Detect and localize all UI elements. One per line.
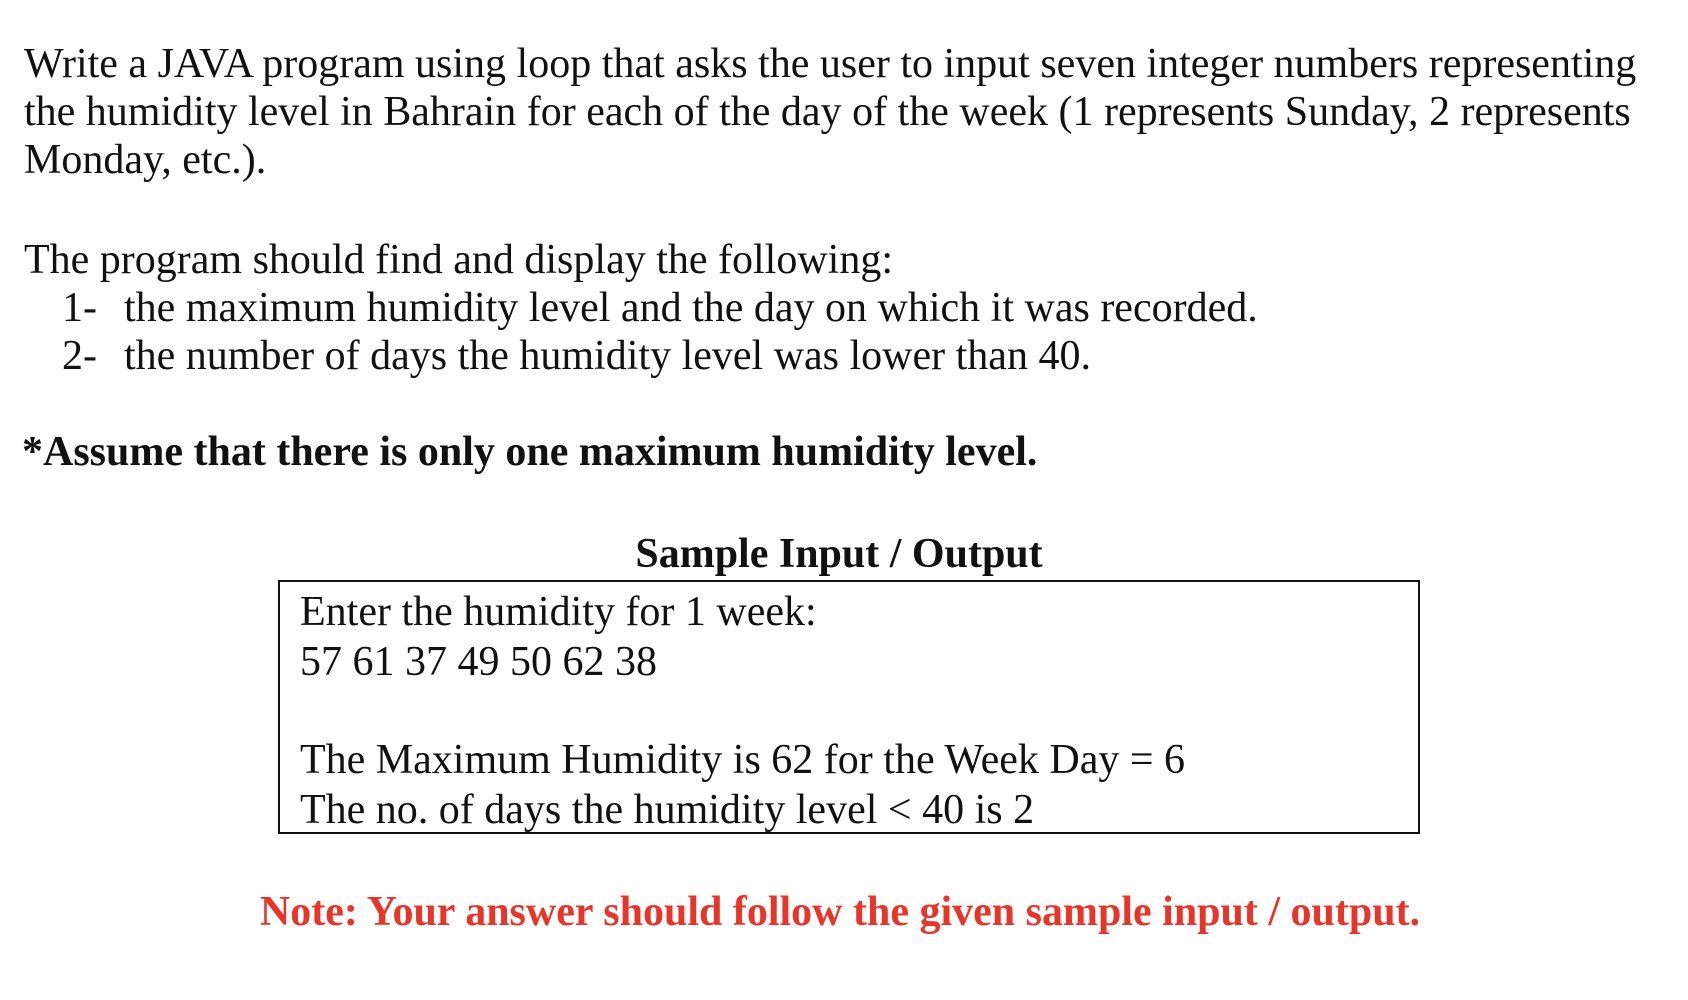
intro-line: the humidity level in Bahrain for each of the day of the week (1 represents Sunday, 2 represents <box>24 89 1631 135</box>
answer-note-text: Note: Your answer should follow the given sample input / output. <box>259 889 1421 935</box>
list-item <box>62 284 1258 332</box>
list-item-number: 2- <box>62 333 97 379</box>
requirements-lead: The program should find and display the following: <box>24 237 894 283</box>
list-item <box>62 332 1091 380</box>
intro-paragraph <box>24 40 1684 184</box>
sample-input: 57 61 37 49 50 62 38 <box>300 639 657 685</box>
intro-line: Monday, etc.). <box>24 137 267 183</box>
intro-line: Write a JAVA program using loop that asks the user to input seven integer numbers representing <box>24 41 1637 87</box>
list-item-text: the number of days the humidity level was lower than 40. <box>124 333 1091 379</box>
sample-output-max: The Maximum Humidity is 62 for the Week Day = 6 <box>300 737 1186 783</box>
sample-title <box>0 530 1688 578</box>
answer-note <box>0 888 1688 936</box>
sample-title-text: Sample Input / Output <box>635 531 1043 577</box>
assumption-note: *Assume that there is only one maximum humidity level. <box>22 429 1038 475</box>
sample-output-count: The no. of days the humidity level < 40 is 2 <box>300 787 1035 833</box>
list-item-text: the maximum humidity level and the day on which it was recorded. <box>124 285 1258 331</box>
list-item-number: 1- <box>62 285 97 331</box>
sample-io-box <box>278 580 1420 834</box>
sample-prompt: Enter the humidity for 1 week: <box>300 589 817 635</box>
